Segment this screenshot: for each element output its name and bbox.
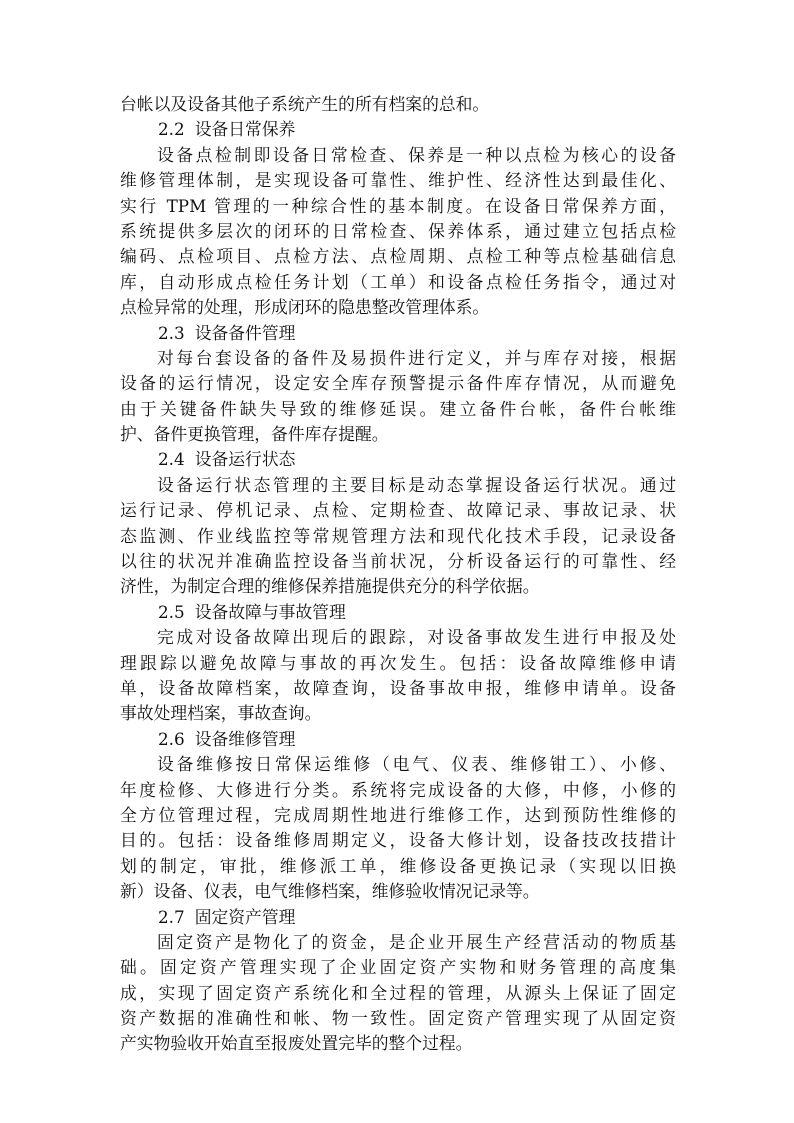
paragraph-line: 编码、点检项目、点检方法、点检周期、点检工种等点检基础信息 [120,246,676,267]
paragraph-line: 固定资产是物化了的资金，是企业开展生产经营活动的物质基 [157,931,676,952]
paragraph-line: 济性，为制定合理的维修保养措施提供充分的科学依据。 [120,576,540,597]
paragraph-line: 实行 TPM 管理的一种综合性的基本制度。在设备日常保养方面， [120,195,676,216]
document-body [120,92,676,1057]
paragraph-line: 单，设备故障档案，故障查询，设备事故申报，维修申请单。设备 [120,677,676,698]
section-heading-2-7 [120,905,676,930]
paragraph-line: 产实物验收开始直至报废处置完毕的整个过程。 [120,1033,473,1054]
section-number: 2.6 [158,728,185,749]
paragraph-line: 年度检修、大修进行分类。系统将完成设备的大修，中修，小修的 [120,779,676,800]
section-title: 设备维修管理 [194,728,296,749]
section-number: 2.7 [158,906,185,927]
paragraph-line: 理跟踪以避免故障与事故的再次发生。包括：设备故障维修申请 [120,652,676,673]
section-number: 2.5 [158,601,185,622]
paragraph-line: 点检异常的处理，形成闭环的隐患整改管理体系。 [120,297,490,318]
section-heading-2-3 [120,321,676,346]
paragraph-line: 设备的运行情况，设定安全库存预警提示备件库存情况，从而避免 [120,373,676,394]
intro-paragraph-line: 台帐以及设备其他子系统产生的所有档案的总和。 [120,94,490,114]
paragraph-line: 由于关键备件缺失导致的维修延误。建立备件台帐，备件台帐维 [120,398,676,419]
paragraph-line: 设备维修按日常保运维修（电气、仪表、维修钳工）、小修、 [157,754,676,775]
section-title: 设备备件管理 [194,322,296,343]
paragraph-line: 事故处理档案，事故查询。 [120,703,322,724]
paragraph-line: 态监测、作业线监控等常规管理方法和现代化技术手段，记录设备 [120,525,676,546]
section-heading-2-6 [120,727,676,752]
paragraph-line: 全方位管理过程，完成周期性地进行维修工作，达到预防性维修的 [120,804,676,825]
paragraph-line: 础。固定资产管理实现了企业固定资产实物和财务管理的高度集 [120,957,676,978]
section-heading-2-2 [120,117,676,142]
paragraph-line: 完成对设备故障出现后的跟踪，对设备事故发生进行申报及处 [157,627,676,648]
paragraph-line: 维修管理体制，是实现设备可靠性、维护性、经济性达到最佳化、 [120,170,676,191]
paragraph-line: 成，实现了固定资产系统化和全过程的管理，从源头上保证了固定 [120,982,676,1003]
section-title: 设备故障与事故管理 [194,601,346,622]
paragraph-line: 目的。包括：设备维修周期定义，设备大修计划，设备技改技措计 [120,830,676,851]
paragraph-line: 以往的状况并准确监控设备当前状况，分析设备运行的可靠性、经 [120,551,676,572]
paragraph-line: 划的制定，审批，维修派工单，维修设备更换记录（实现以旧换 [120,855,676,876]
section-number: 2.2 [158,119,185,140]
section-number: 2.4 [158,449,185,470]
paragraph-line: 运行记录、停机记录、点检、定期检查、故障记录、事故记录、状 [120,500,676,521]
section-title: 设备日常保养 [194,119,296,140]
section-title: 固定资产管理 [194,906,296,927]
paragraph-line: 资产数据的准确性和帐、物一致性。固定资产管理实现了从固定资 [120,1008,676,1029]
section-heading-2-5 [120,600,676,625]
paragraph-line: 设备运行状态管理的主要目标是动态掌握设备运行状况。通过 [157,474,676,495]
section-number: 2.3 [158,322,185,343]
paragraph-line: 设备点检制即设备日常检查、保养是一种以点检为核心的设备 [157,144,676,165]
paragraph-line: 系统提供多层次的闭环的日常检查、保养体系，通过建立包括点检 [120,220,676,241]
section-heading-2-4 [120,447,676,472]
section-title: 设备运行状态 [194,449,296,470]
paragraph-line: 对每台套设备的备件及易损件进行定义，并与库存对接，根据 [157,347,676,368]
paragraph-line: 护、备件更换管理，备件库存提醒。 [120,424,389,445]
paragraph-line: 新）设备、仪表，电气维修档案，维修验收情况记录等。 [120,881,540,902]
paragraph-line: 库，自动形成点检任务计划（工单）和设备点检任务指令，通过对 [120,271,676,292]
